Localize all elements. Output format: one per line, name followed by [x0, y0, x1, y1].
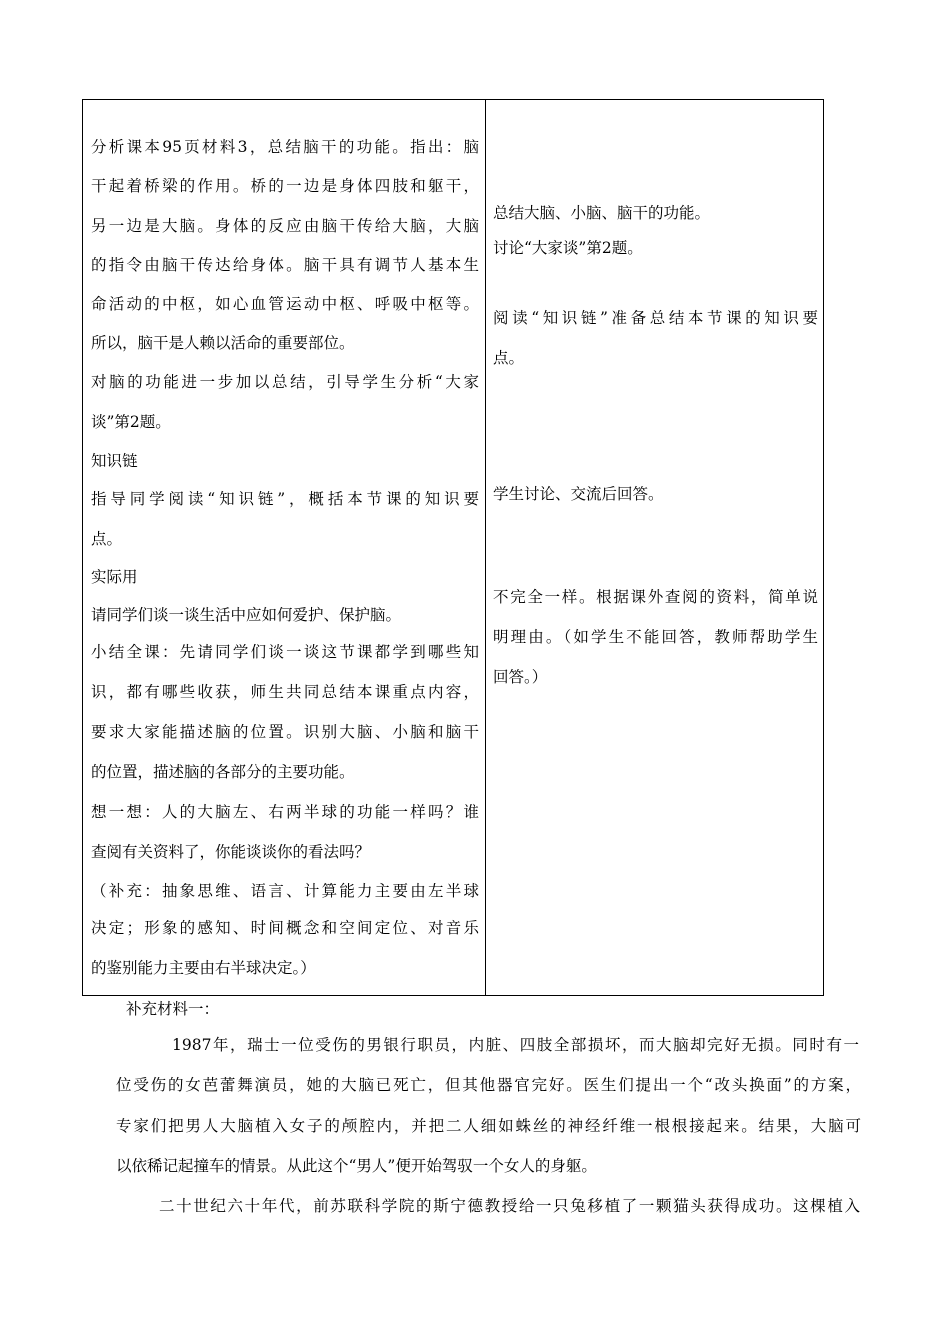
- table-left-line: 所以，脑干是人赖以活命的重要部位。: [91, 334, 355, 352]
- teacher-activity-column: [91, 100, 479, 995]
- supplement-paragraph-line: 以依稀记起撞车的情景。从此这个“男人”便开始驾驭一个女人的身躯。: [116, 1157, 597, 1175]
- table-left-line: 要求大家能描述脑的位置。识别大脑、小脑和脑干: [91, 723, 479, 741]
- table-left-line: 指导同学阅读“知识链”，概括本节课的知识要: [91, 490, 479, 508]
- table-left-line: 另一边是大脑。身体的反应由脑干传给大脑，大脑: [91, 217, 479, 235]
- table-right-line: 回答。）: [493, 668, 548, 686]
- table-left-line: （补充：抽象思维、语言、计算能力主要由左半球: [91, 882, 479, 900]
- column-divider: [485, 100, 486, 995]
- table-left-line: 想一想：人的大脑左、右两半球的功能一样吗？谁: [91, 803, 479, 821]
- table-left-line: 干起着桥梁的作用。桥的一边是身体四肢和躯干，: [91, 177, 479, 195]
- table-right-line: 阅读“知识链”准备总结本节课的知识要: [493, 309, 818, 327]
- table-left-line: 的位置，描述脑的各部分的主要功能。: [91, 763, 355, 781]
- lesson-table: [82, 99, 824, 996]
- table-right-line: 讨论“大家谈”第2题。: [493, 239, 643, 257]
- table-left-line: 分析课本95页材料3，总结脑干的功能。指出：脑: [91, 138, 479, 156]
- table-left-line: 点。: [91, 530, 123, 548]
- student-activity-column: [493, 100, 818, 995]
- table-left-line: 谈”第2题。: [91, 413, 171, 431]
- table-left-line: 查阅有关资料了，你能谈谈你的看法吗？: [91, 843, 371, 861]
- supplement-paragraph-line: 二十世纪六十年代，前苏联科学院的斯宁德教授给一只兔移植了一颗猫头获得成功。这棵植入: [159, 1197, 860, 1215]
- table-left-line: 的指令由脑干传达给身体。脑干具有调节人基本生: [91, 256, 479, 274]
- table-right-line: 点。: [493, 349, 525, 367]
- table-right-line: 学生讨论、交流后回答。: [493, 485, 664, 503]
- table-left-line: 决定；形象的感知、时间概念和空间定位、对音乐: [91, 919, 479, 937]
- supplement-heading: 补充材料一：: [126, 1000, 220, 1018]
- supplement-paragraph-line: 1987年，瑞士一位受伤的男银行职员，内脏、四肢全部损坏，而大脑却完好无损。同时有一: [172, 1036, 859, 1054]
- table-right-line: 总结大脑、小脑、脑干的功能。: [493, 204, 711, 222]
- table-left-line: 识，都有哪些收获，师生共同总结本课重点内容，: [91, 683, 479, 701]
- table-left-line: 命活动的中枢，如心血管运动中枢、呼吸中枢等。: [91, 295, 479, 313]
- table-right-line: 不完全一样。根据课外查阅的资料，简单说: [493, 588, 818, 606]
- supplement-paragraph-line: 专家们把男人大脑植入女子的颅腔内，并把二人细如蛛丝的神经纤维一根根接起来。结果，大脑可: [116, 1117, 861, 1135]
- table-left-line: 请同学们谈一谈生活中应如何爱护、保护脑。: [91, 606, 402, 624]
- table-left-line: 对脑的功能进一步加以总结，引导学生分析“大家: [91, 373, 479, 391]
- table-left-line: 小结全课：先请同学们谈一谈这节课都学到哪些知: [91, 643, 479, 661]
- supplement-paragraph-line: 位受伤的女芭蕾舞演员，她的大脑已死亡，但其他器官完好。医生们提出一个“改头换面”的方案，: [116, 1076, 861, 1094]
- table-left-line: 的鉴别能力主要由右半球决定。）: [91, 959, 316, 977]
- table-right-line: 明理由。（如学生不能回答，教师帮助学生: [493, 628, 818, 646]
- table-left-line: 实际用: [91, 568, 138, 586]
- table-left-line: 知识链: [91, 452, 138, 470]
